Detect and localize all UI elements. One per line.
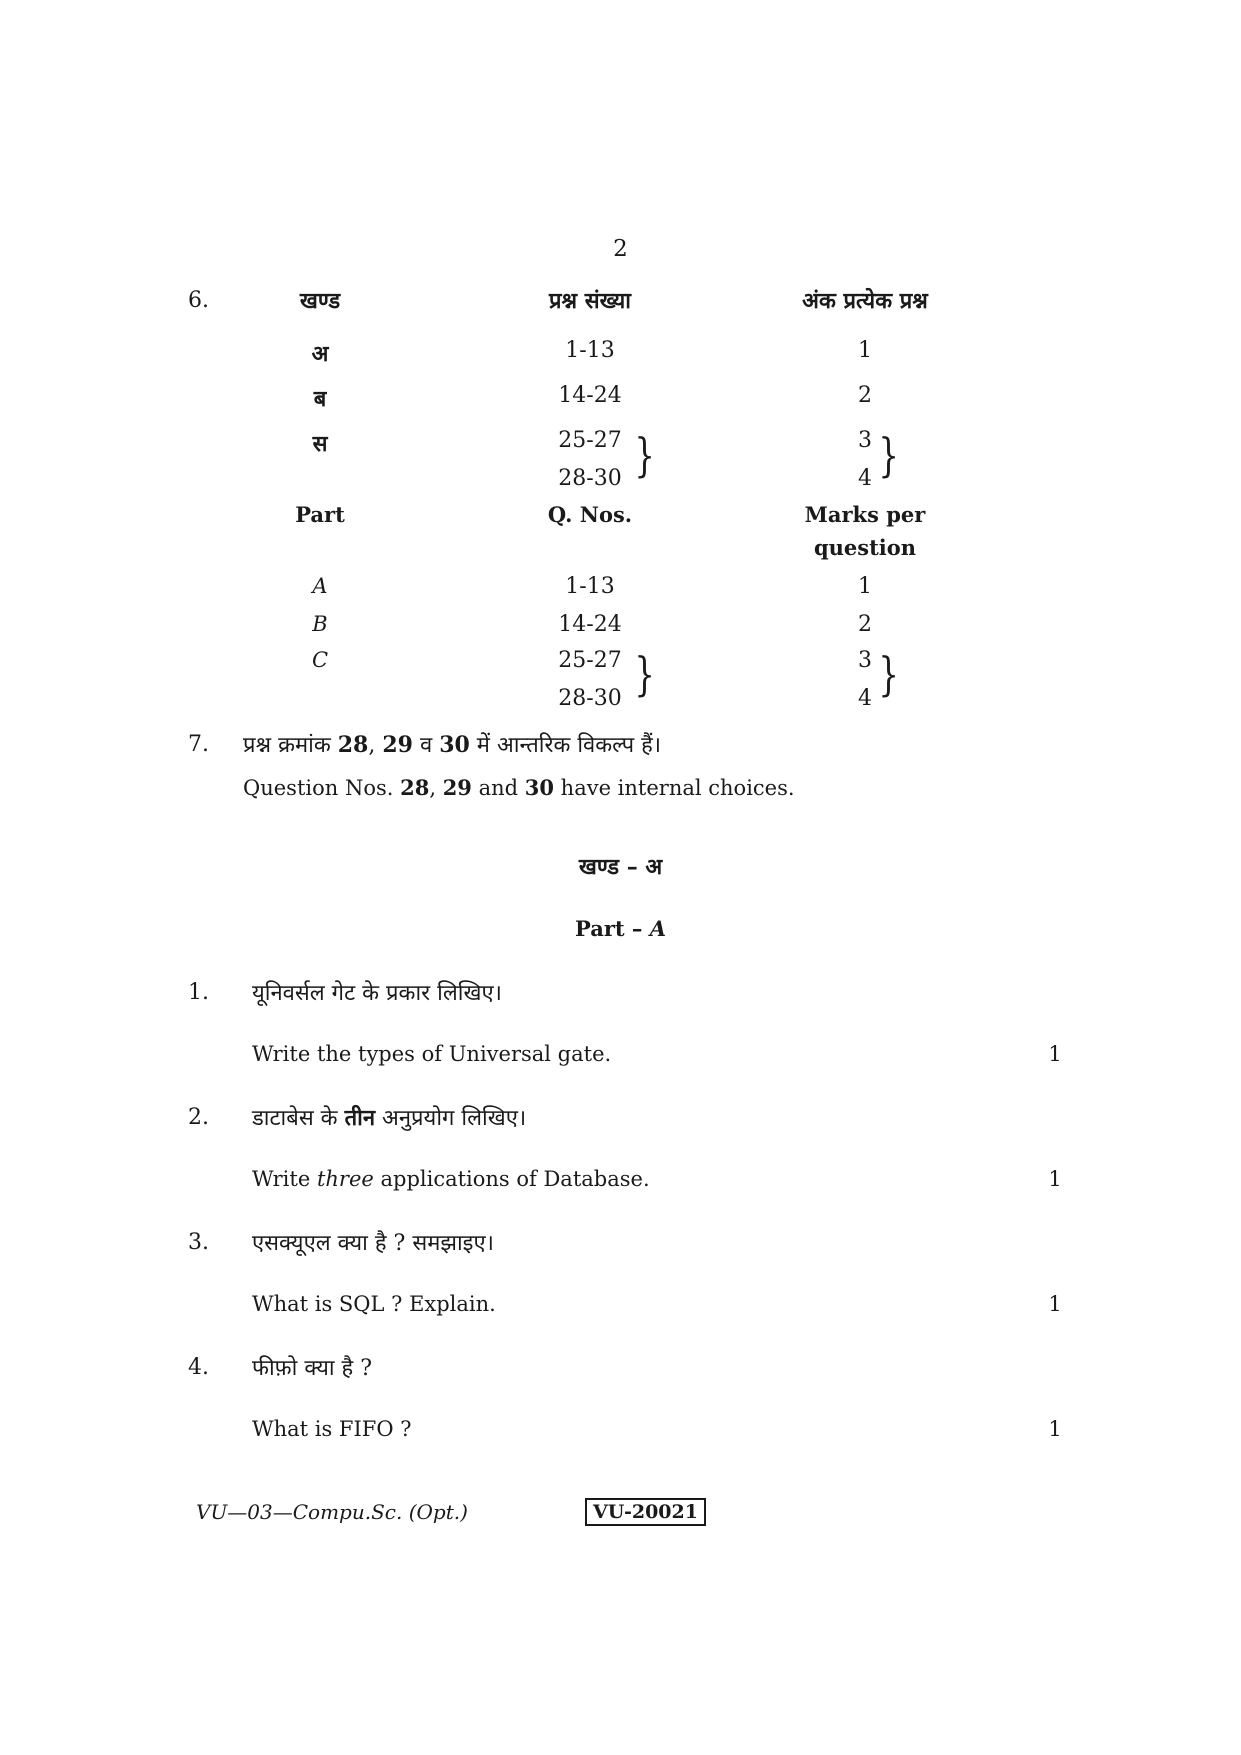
hindi-header-marks: अंक प्रत्येक प्रश्न [802, 288, 928, 314]
english-row-part: C [311, 648, 329, 672]
instruction-7-number: 7. [188, 732, 209, 757]
question-marks: 1 [1048, 1417, 1062, 1441]
question-english: What is SQL ? Explain. [252, 1292, 496, 1316]
footer-paper-code: VU-20021 [585, 1498, 706, 1526]
english-qnos-brace: } [634, 647, 655, 701]
question-number: 1. [188, 980, 209, 1005]
hindi-row-marks: 4 [858, 466, 872, 491]
question-english: Write the types of Universal gate. [252, 1042, 612, 1066]
hindi-row-marks: 2 [858, 383, 872, 408]
english-header-marks-line2: question [813, 535, 917, 560]
english-row-marks: 2 [858, 612, 872, 637]
question-number: 2. [188, 1105, 209, 1130]
english-row-qnos: 28-30 [558, 686, 622, 711]
english-marks-brace: } [878, 647, 899, 701]
english-row-part: A [312, 574, 328, 598]
hindi-marks-brace: } [878, 428, 899, 482]
question-hindi: एसक्यूएल क्या है ? समझाइए। [252, 1231, 494, 1256]
hindi-row-marks: 3 [858, 428, 872, 453]
hindi-row-part: स [312, 431, 328, 457]
hindi-header-part: खण्ड [299, 288, 341, 314]
question-marks: 1 [1048, 1167, 1062, 1191]
english-row-marks: 3 [858, 648, 872, 673]
page-number: 2 [613, 236, 628, 262]
question-english: What is FIFO ? [252, 1417, 412, 1441]
hindi-row-qnos: 14-24 [558, 383, 622, 408]
english-row-marks: 1 [858, 574, 872, 599]
question-number: 4. [188, 1355, 209, 1380]
english-row-qnos: 1-13 [565, 574, 615, 599]
hindi-row-part: ब [313, 386, 327, 412]
english-row-qnos: 14-24 [558, 612, 622, 637]
english-row-part: B [312, 612, 328, 636]
question-hindi: यूनिवर्सल गेट के प्रकार लिखिए। [252, 981, 502, 1006]
question-marks: 1 [1048, 1292, 1062, 1316]
question-marks: 1 [1048, 1042, 1062, 1066]
hindi-row-part: अ [311, 341, 329, 367]
instruction-7-english: Question Nos. 28, 29 and 30 have internal choices. [243, 775, 795, 800]
english-header-qnos: Q. Nos. [547, 502, 633, 527]
instruction-7-hindi: प्रश्न क्रमांक 28, 29 व 30 में आन्तरिक विकल्प हैं। [243, 732, 662, 758]
hindi-row-qnos: 25-27 [558, 428, 622, 453]
footer-subject-code: VU—03—Compu.Sc. (Opt.) [196, 1500, 468, 1524]
english-row-marks: 4 [858, 686, 872, 711]
question-hindi: फीफ़ो क्या है ? [252, 1356, 373, 1381]
english-header-part: Part [295, 502, 345, 527]
section-title-hindi: खण्ड – अ [578, 854, 663, 880]
question-hindi: डाटाबेस के तीन अनुप्रयोग लिखिए। [252, 1105, 527, 1131]
hindi-qnos-brace: } [634, 428, 655, 482]
instruction-6-number: 6. [188, 288, 209, 313]
question-number: 3. [188, 1230, 209, 1255]
english-row-qnos: 25-27 [558, 648, 622, 673]
hindi-row-qnos: 28-30 [558, 466, 622, 491]
hindi-row-marks: 1 [858, 338, 872, 363]
hindi-row-qnos: 1-13 [565, 338, 615, 363]
hindi-header-qnos: प्रश्न संख्या [549, 288, 631, 314]
english-header-marks-line1: Marks per [804, 502, 926, 527]
section-title-english: Part – A [574, 916, 667, 941]
question-english: Write three applications of Database. [252, 1167, 650, 1191]
